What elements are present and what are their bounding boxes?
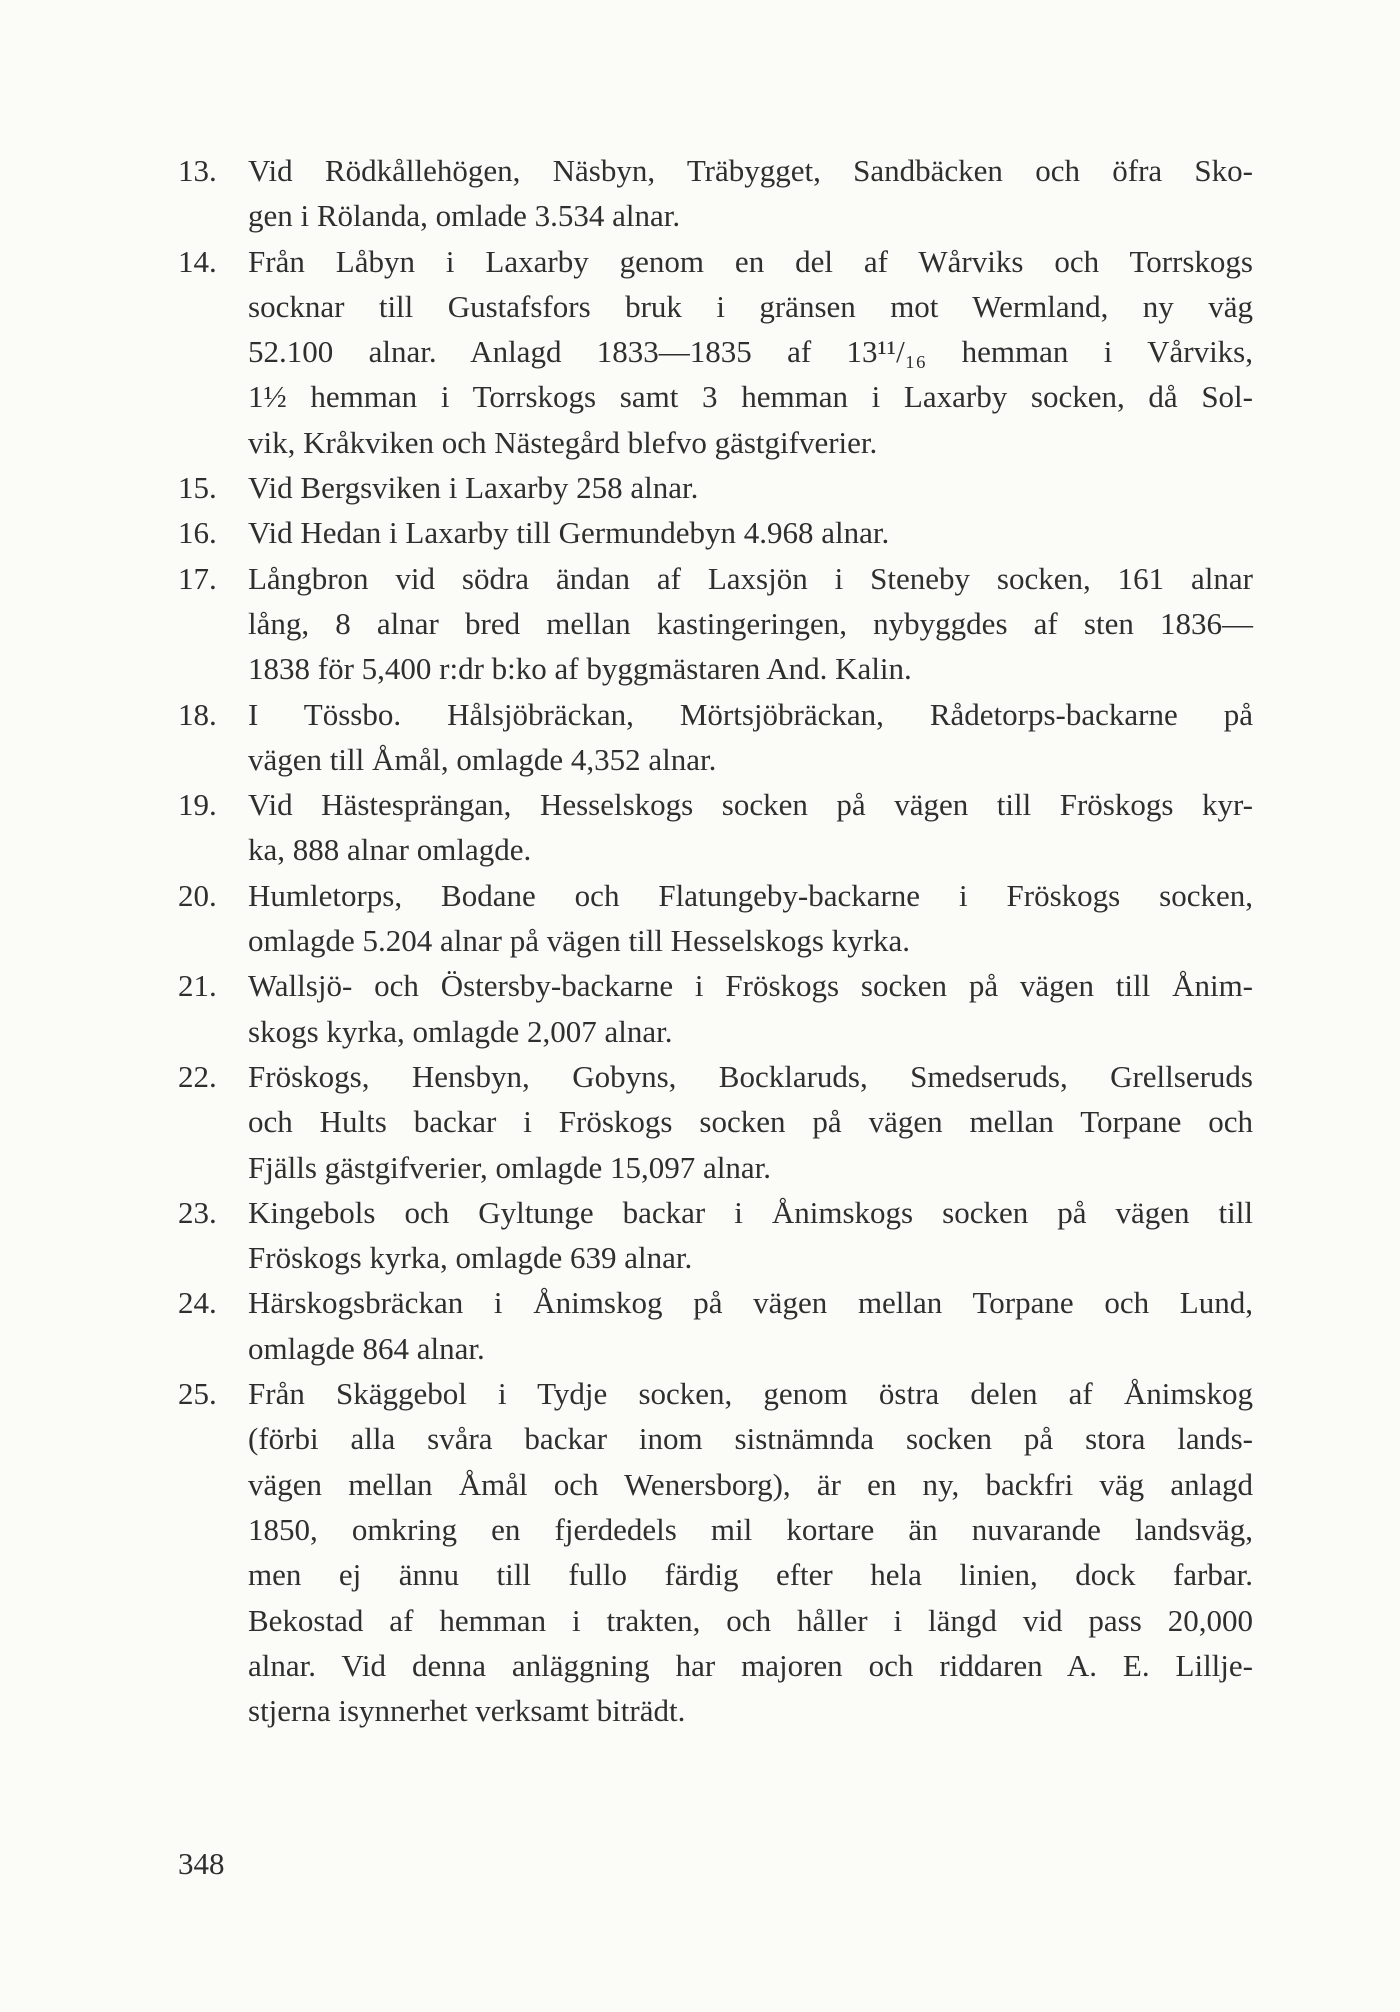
entry-text bbox=[248, 1280, 1253, 1371]
entry-text bbox=[248, 873, 1253, 964]
text-line: Bekostad af hemman i trakten, och håller i längd vid pass 20,000 bbox=[248, 1602, 1253, 1638]
text-line: 52.100 alnar. Anlagd 1833—1835 af 13¹¹/₁₆ hemman i Vårviks, bbox=[248, 334, 1253, 370]
text-line: alnar. Vid denna anläggning har majoren och riddaren A. E. Lillje- bbox=[248, 1647, 1253, 1683]
entry-text bbox=[248, 963, 1253, 1054]
text-line: vägen mellan Åmål och Wenersborg), är en ny, backfri väg anlagd bbox=[248, 1466, 1253, 1502]
text-line: Långbron vid södra ändan af Laxsjön i Steneby socken, 161 alnar bbox=[248, 560, 1253, 596]
entry-23 bbox=[178, 1190, 1253, 1281]
text-line: 1838 för 5,400 r:dr b:ko af byggmästaren And. Kalin. bbox=[248, 651, 912, 687]
entry-text bbox=[248, 1371, 1253, 1733]
entry-20 bbox=[178, 873, 1253, 964]
text-line: lång, 8 alnar bred mellan kastingeringen, nybyggdes af sten 1836— bbox=[248, 605, 1253, 641]
page-number: 348 bbox=[178, 1846, 225, 1881]
entry-22 bbox=[178, 1054, 1253, 1190]
text-line: 1850, omkring en fjerdedels mil kortare än nuvarande landsväg, bbox=[248, 1511, 1253, 1547]
text-line: Wallsjö- och Östersby-backarne i Fröskogs socken på vägen till Ånim- bbox=[248, 968, 1253, 1004]
entry-number: 19. bbox=[178, 787, 217, 823]
text-line: men ej ännu till fullo färdig efter hela linien, dock farbar. bbox=[248, 1557, 1253, 1593]
text-line: ka, 888 alnar omlagde. bbox=[248, 832, 532, 868]
entry-text bbox=[248, 1054, 1253, 1190]
entry-list bbox=[178, 148, 1253, 1733]
entry-number: 22. bbox=[178, 1058, 217, 1094]
entry-text bbox=[248, 465, 1253, 510]
text-line: Vid Hästesprängan, Hesselskogs socken på vägen till Fröskogs kyr- bbox=[248, 787, 1253, 823]
entry-text bbox=[248, 556, 1253, 692]
text-line: Fjälls gästgifverier, omlagde 15,097 alnar. bbox=[248, 1149, 772, 1185]
entry-text bbox=[248, 510, 1253, 555]
text-line: Från Skäggebol i Tydje socken, genom östra delen af Ånimskog bbox=[248, 1376, 1253, 1412]
entry-17 bbox=[178, 556, 1253, 692]
entry-14 bbox=[178, 239, 1253, 465]
text-line: vägen till Åmål, omlagde 4,352 alnar. bbox=[248, 741, 717, 777]
entry-text bbox=[248, 1190, 1253, 1281]
entry-text bbox=[248, 148, 1253, 239]
entry-number: 14. bbox=[178, 243, 217, 279]
entry-19 bbox=[178, 782, 1253, 873]
entry-number: 15. bbox=[178, 470, 217, 506]
entry-25 bbox=[178, 1371, 1253, 1733]
text-line: Vid Bergsviken i Laxarby 258 alnar. bbox=[248, 470, 699, 506]
entry-text bbox=[248, 692, 1253, 783]
text-line: 1½ hemman i Torrskogs samt 3 hemman i Laxarby socken, då Sol- bbox=[248, 379, 1253, 415]
text-line: I Tössbo. Hålsjöbräckan, Mörtsjöbräckan, Rådetorps-backarne på bbox=[248, 696, 1253, 732]
entry-24 bbox=[178, 1280, 1253, 1371]
entry-number: 21. bbox=[178, 968, 217, 1004]
entry-15 bbox=[178, 465, 1253, 510]
text-line: omlagde 5.204 alnar på vägen till Hesselskogs kyrka. bbox=[248, 923, 911, 959]
entry-number: 20. bbox=[178, 877, 217, 913]
entry-number: 24. bbox=[178, 1285, 217, 1321]
text-line: vik, Kråkviken och Nästegård blefvo gästgifverier. bbox=[248, 424, 878, 460]
entry-number: 25. bbox=[178, 1376, 217, 1412]
entry-16 bbox=[178, 510, 1253, 555]
text-line: Vid Hedan i Laxarby till Germundebyn 4.968 alnar. bbox=[248, 515, 890, 551]
text-line: Härskogsbräckan i Ånimskog på vägen mellan Torpane och Lund, bbox=[248, 1285, 1253, 1321]
entry-text bbox=[248, 239, 1253, 465]
text-line: Fröskogs, Hensbyn, Gobyns, Bocklaruds, Smedseruds, Grellseruds bbox=[248, 1058, 1253, 1094]
text-line: (förbi alla svåra backar inom sistnämnda socken på stora lands- bbox=[248, 1421, 1253, 1457]
entry-number: 18. bbox=[178, 696, 217, 732]
entry-text bbox=[248, 782, 1253, 873]
text-line: socknar till Gustafsfors bruk i gränsen mot Wermland, ny väg bbox=[248, 288, 1253, 324]
entry-number: 13. bbox=[178, 153, 217, 188]
text-line: omlagde 864 alnar. bbox=[248, 1330, 485, 1366]
text-line: Från Låbyn i Laxarby genom en del af Wårviks och Torrskogs bbox=[248, 243, 1253, 279]
entry-21 bbox=[178, 963, 1253, 1054]
text-line: skogs kyrka, omlagde 2,007 alnar. bbox=[248, 1013, 673, 1049]
text-line: Vid Rödkållehögen, Näsbyn, Träbygget, Sandbäcken och öfra Sko- bbox=[248, 153, 1253, 188]
text-line: stjerna isynnerhet verksamt biträdt. bbox=[248, 1693, 686, 1729]
entry-18 bbox=[178, 692, 1253, 783]
entry-13 bbox=[178, 148, 1253, 239]
entry-number: 17. bbox=[178, 560, 217, 596]
text-line: Humletorps, Bodane och Flatungeby-backarne i Fröskogs socken, bbox=[248, 877, 1253, 913]
entry-number: 23. bbox=[178, 1194, 217, 1230]
text-line: gen i Rölanda, omlade 3.534 alnar. bbox=[248, 198, 681, 234]
text-line: och Hults backar i Fröskogs socken på vägen mellan Torpane och bbox=[248, 1104, 1253, 1140]
text-line: Kingebols och Gyltunge backar i Ånimskogs socken på vägen till bbox=[248, 1194, 1253, 1230]
text-line: Fröskogs kyrka, omlagde 639 alnar. bbox=[248, 1240, 693, 1276]
entry-number: 16. bbox=[178, 515, 217, 551]
